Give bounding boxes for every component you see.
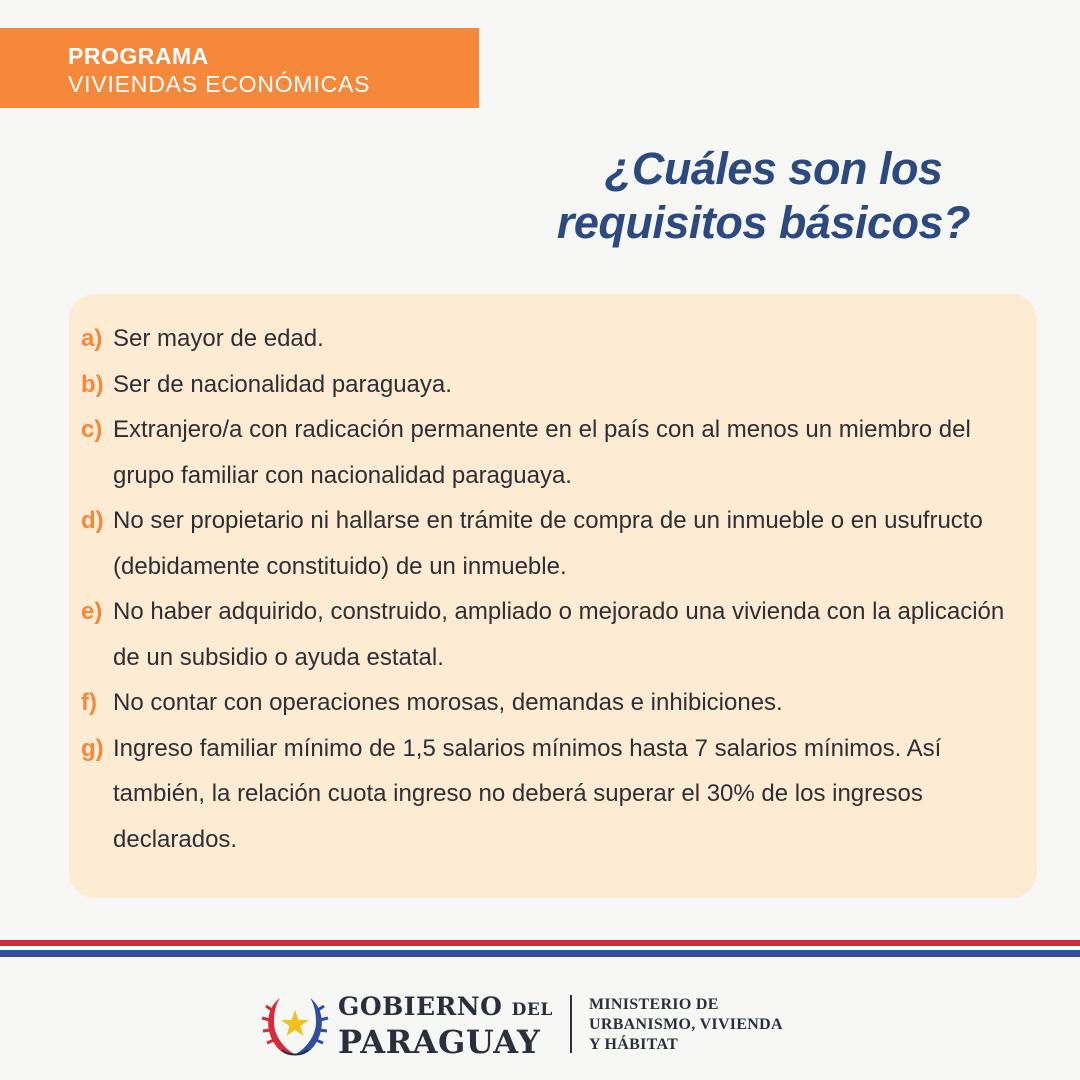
- ministry-line-2: URBANISMO, VIVIENDA: [589, 1016, 783, 1033]
- footer-divider: [570, 995, 572, 1053]
- requirement-text: No ser propietario ni hallarse en trámite de compra de un inmueble o en usufructo (debidamente constituido) de un inmueble.: [113, 507, 983, 580]
- requirement-text: Ingreso familiar mínimo de 1,5 salarios mínimos hasta 7 salarios mínimos. Así también, la relación cuota ingreso no deberá superar el 30% de los ingresos declarados.: [113, 734, 942, 853]
- requirement-item: [81, 407, 1023, 498]
- requirement-letter: b): [81, 370, 104, 398]
- gov-word-del: DEL: [511, 1000, 553, 1020]
- ministry-line-1: MINISTERIO DE: [589, 996, 719, 1013]
- footer: [0, 957, 1080, 1080]
- requirement-item: [81, 362, 1023, 408]
- program-tag: [0, 28, 479, 108]
- program-label: PROGRAMA: [68, 43, 209, 69]
- requirement-item: [81, 680, 1023, 726]
- title-line-2: requisitos básicos?: [556, 197, 970, 248]
- requirement-letter: a): [81, 325, 103, 352]
- requirements-card: [69, 294, 1037, 898]
- program-name: VIVIENDAS ECONÓMICAS: [68, 71, 371, 97]
- government-wordmark: [338, 993, 553, 1060]
- requirement-text: No haber adquirido, construido, ampliado o mejorado una vivienda con la aplicación de un subsidio o ayuda estatal.: [113, 598, 1005, 671]
- gov-word-gobierno: GOBIERNO: [338, 992, 503, 1021]
- requirement-text: No contar con operaciones morosas, demandas e inhibiciones.: [113, 689, 783, 716]
- requirement-item: [81, 589, 1023, 680]
- requirement-letter: e): [81, 598, 103, 625]
- gov-word-paraguay: PARAGUAY: [338, 1023, 541, 1061]
- requirement-letter: c): [81, 416, 103, 443]
- requirement-item: [81, 498, 1023, 589]
- paraguay-seal-icon: [258, 990, 332, 1060]
- ministry-line-3: Y HÁBITAT: [589, 1036, 679, 1053]
- title-line-1: ¿Cuáles son los: [604, 143, 943, 194]
- requirement-text: Ser mayor de edad.: [113, 325, 324, 352]
- page-title: [557, 142, 970, 250]
- requirement-text: Extranjero/a con radicación permanente en el país con al menos un miembro del grupo familiar con nacionalidad paraguaya.: [113, 416, 971, 489]
- requirement-text: Ser de nacionalidad paraguaya.: [113, 370, 452, 398]
- requirement-item: [81, 726, 1023, 863]
- ministry-name: [589, 995, 783, 1055]
- requirement-letter: f): [81, 689, 97, 716]
- requirement-letter: g): [81, 734, 104, 762]
- requirement-item: [81, 316, 1023, 362]
- requirement-letter: d): [81, 507, 104, 534]
- flag-stripe-blue: [0, 950, 1080, 957]
